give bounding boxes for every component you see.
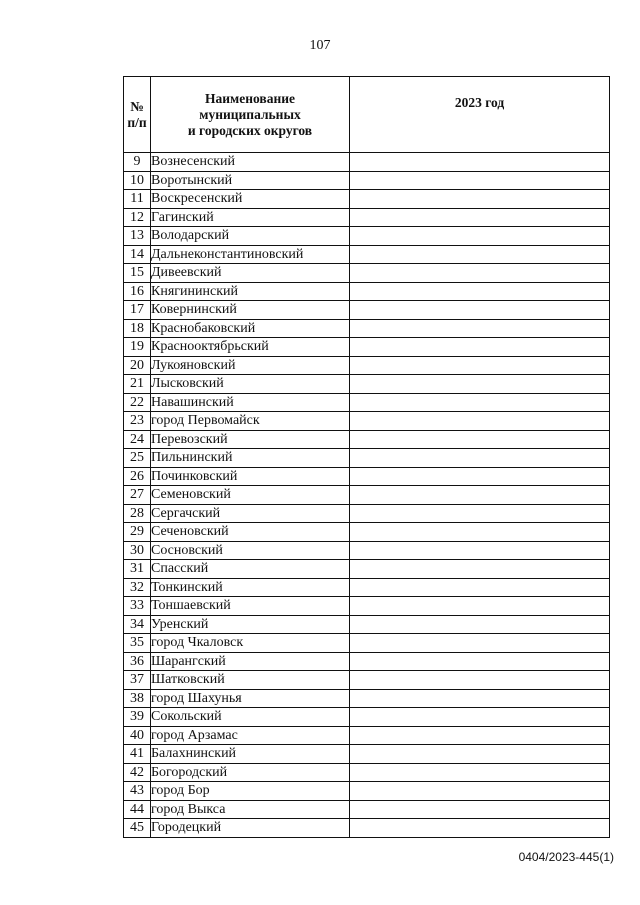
row-name: Перевозский: [151, 430, 350, 449]
row-number: 41: [124, 745, 151, 764]
table-row: [124, 208, 610, 227]
table-row: [124, 190, 610, 209]
row-year-value: [350, 615, 610, 634]
row-year-value: [350, 190, 610, 209]
row-year-value: [350, 800, 610, 819]
row-name: город Бор: [151, 782, 350, 801]
table-row: [124, 615, 610, 634]
row-name: город Первомайск: [151, 412, 350, 431]
row-name: Воротынский: [151, 171, 350, 190]
row-year-value: [350, 393, 610, 412]
row-year-value: [350, 430, 610, 449]
table-row: [124, 800, 610, 819]
row-name: Краснобаковский: [151, 319, 350, 338]
table-row: [124, 782, 610, 801]
row-year-value: [350, 338, 610, 357]
row-number: 22: [124, 393, 151, 412]
row-name: Тоншаевский: [151, 597, 350, 616]
row-year-value: [350, 171, 610, 190]
row-name: Уренский: [151, 615, 350, 634]
row-number: 34: [124, 615, 151, 634]
row-name: Пильнинский: [151, 449, 350, 468]
header-name-line: Наименование: [205, 90, 295, 106]
table-row: [124, 282, 610, 301]
row-number: 19: [124, 338, 151, 357]
row-name: город Чкаловск: [151, 634, 350, 653]
row-number: 10: [124, 171, 151, 190]
row-year-value: [350, 763, 610, 782]
table-row: [124, 652, 610, 671]
row-year-value: [350, 356, 610, 375]
table-body: [124, 153, 610, 838]
table-row: [124, 430, 610, 449]
row-name: город Выкса: [151, 800, 350, 819]
row-name: Семеновский: [151, 486, 350, 505]
header-year: 2023 год: [350, 77, 610, 153]
row-number: 30: [124, 541, 151, 560]
row-name: Ковернинский: [151, 301, 350, 320]
table-row: [124, 597, 610, 616]
row-year-value: [350, 689, 610, 708]
row-name: Навашинский: [151, 393, 350, 412]
row-number: 45: [124, 819, 151, 838]
row-number: 11: [124, 190, 151, 209]
table-row: [124, 504, 610, 523]
row-year-value: [350, 597, 610, 616]
row-name: Спасский: [151, 560, 350, 579]
row-name: Богородский: [151, 763, 350, 782]
table-row: [124, 245, 610, 264]
row-name: Шарангский: [151, 652, 350, 671]
row-year-value: [350, 782, 610, 801]
row-year-value: [350, 652, 610, 671]
table-row: [124, 745, 610, 764]
row-year-value: [350, 486, 610, 505]
row-year-value: [350, 375, 610, 394]
row-year-value: [350, 227, 610, 246]
row-year-value: [350, 541, 610, 560]
table-row: [124, 486, 610, 505]
row-name: Починковский: [151, 467, 350, 486]
row-number: 15: [124, 264, 151, 283]
table-row: [124, 375, 610, 394]
table-row: [124, 560, 610, 579]
row-year-value: [350, 282, 610, 301]
header-name-line: и городских округов: [187, 122, 313, 138]
row-number: 12: [124, 208, 151, 227]
header-number-line: №: [130, 98, 144, 114]
row-year-value: [350, 523, 610, 542]
row-name: Княгининский: [151, 282, 350, 301]
row-name: Вознесенский: [151, 153, 350, 172]
row-name: Дальнеконстантиновский: [151, 245, 350, 264]
table-row: [124, 689, 610, 708]
row-year-value: [350, 467, 610, 486]
row-year-value: [350, 745, 610, 764]
table-row: [124, 412, 610, 431]
table-row: [124, 541, 610, 560]
row-number: 20: [124, 356, 151, 375]
table-row: [124, 449, 610, 468]
header-name: [151, 77, 350, 153]
row-name: Лукояновский: [151, 356, 350, 375]
row-number: 43: [124, 782, 151, 801]
row-number: 14: [124, 245, 151, 264]
row-year-value: [350, 819, 610, 838]
row-year-value: [350, 245, 610, 264]
row-name: Городецкий: [151, 819, 350, 838]
row-year-value: [350, 726, 610, 745]
table-row: [124, 227, 610, 246]
row-number: 42: [124, 763, 151, 782]
row-name: Сеченовский: [151, 523, 350, 542]
row-number: 27: [124, 486, 151, 505]
row-name: Дивеевский: [151, 264, 350, 283]
row-year-value: [350, 208, 610, 227]
page-number: 107: [309, 38, 331, 53]
row-year-value: [350, 301, 610, 320]
row-number: 35: [124, 634, 151, 653]
row-number: 36: [124, 652, 151, 671]
row-name: Воскресенский: [151, 190, 350, 209]
row-number: 25: [124, 449, 151, 468]
row-number: 37: [124, 671, 151, 690]
table-row: [124, 153, 610, 172]
row-number: 18: [124, 319, 151, 338]
document-code: 0404/2023-445(1): [518, 850, 614, 864]
table-row: [124, 356, 610, 375]
row-name: Лысковский: [151, 375, 350, 394]
row-name: Шатковский: [151, 671, 350, 690]
table-row: [124, 338, 610, 357]
row-number: 26: [124, 467, 151, 486]
table-row: [124, 264, 610, 283]
row-year-value: [350, 319, 610, 338]
row-name: Балахнинский: [151, 745, 350, 764]
row-number: 24: [124, 430, 151, 449]
row-year-value: [350, 560, 610, 579]
row-number: 39: [124, 708, 151, 727]
row-year-value: [350, 264, 610, 283]
row-number: 28: [124, 504, 151, 523]
row-number: 9: [124, 153, 151, 172]
table-row: [124, 393, 610, 412]
table-header-row: [124, 77, 610, 153]
row-year-value: [350, 449, 610, 468]
table-row: [124, 467, 610, 486]
row-name: Володарский: [151, 227, 350, 246]
row-name: Гагинский: [151, 208, 350, 227]
row-number: 29: [124, 523, 151, 542]
row-number: 17: [124, 301, 151, 320]
row-number: 40: [124, 726, 151, 745]
row-number: 13: [124, 227, 151, 246]
table-row: [124, 171, 610, 190]
row-year-value: [350, 412, 610, 431]
row-number: 23: [124, 412, 151, 431]
row-year-value: [350, 634, 610, 653]
row-name: город Арзамас: [151, 726, 350, 745]
header-number-line: п/п: [127, 114, 147, 130]
table-row: [124, 819, 610, 838]
row-number: 32: [124, 578, 151, 597]
header-name-line: муниципальных: [199, 106, 301, 122]
municipal-table: [123, 76, 610, 838]
row-number: 44: [124, 800, 151, 819]
row-number: 21: [124, 375, 151, 394]
row-number: 33: [124, 597, 151, 616]
table-row: [124, 301, 610, 320]
row-name: Сокольский: [151, 708, 350, 727]
row-number: 16: [124, 282, 151, 301]
table-row: [124, 634, 610, 653]
table-row: [124, 578, 610, 597]
table-row: [124, 763, 610, 782]
table-row: [124, 726, 610, 745]
row-name: Краснооктябрьский: [151, 338, 350, 357]
table-row: [124, 523, 610, 542]
row-name: город Шахунья: [151, 689, 350, 708]
header-number: [124, 77, 151, 153]
row-name: Тонкинский: [151, 578, 350, 597]
table-row: [124, 708, 610, 727]
row-year-value: [350, 153, 610, 172]
row-name: Сосновский: [151, 541, 350, 560]
row-number: 31: [124, 560, 151, 579]
row-year-value: [350, 708, 610, 727]
table-row: [124, 671, 610, 690]
row-name: Сергачский: [151, 504, 350, 523]
row-number: 38: [124, 689, 151, 708]
table-row: [124, 319, 610, 338]
row-year-value: [350, 671, 610, 690]
row-year-value: [350, 504, 610, 523]
row-year-value: [350, 578, 610, 597]
